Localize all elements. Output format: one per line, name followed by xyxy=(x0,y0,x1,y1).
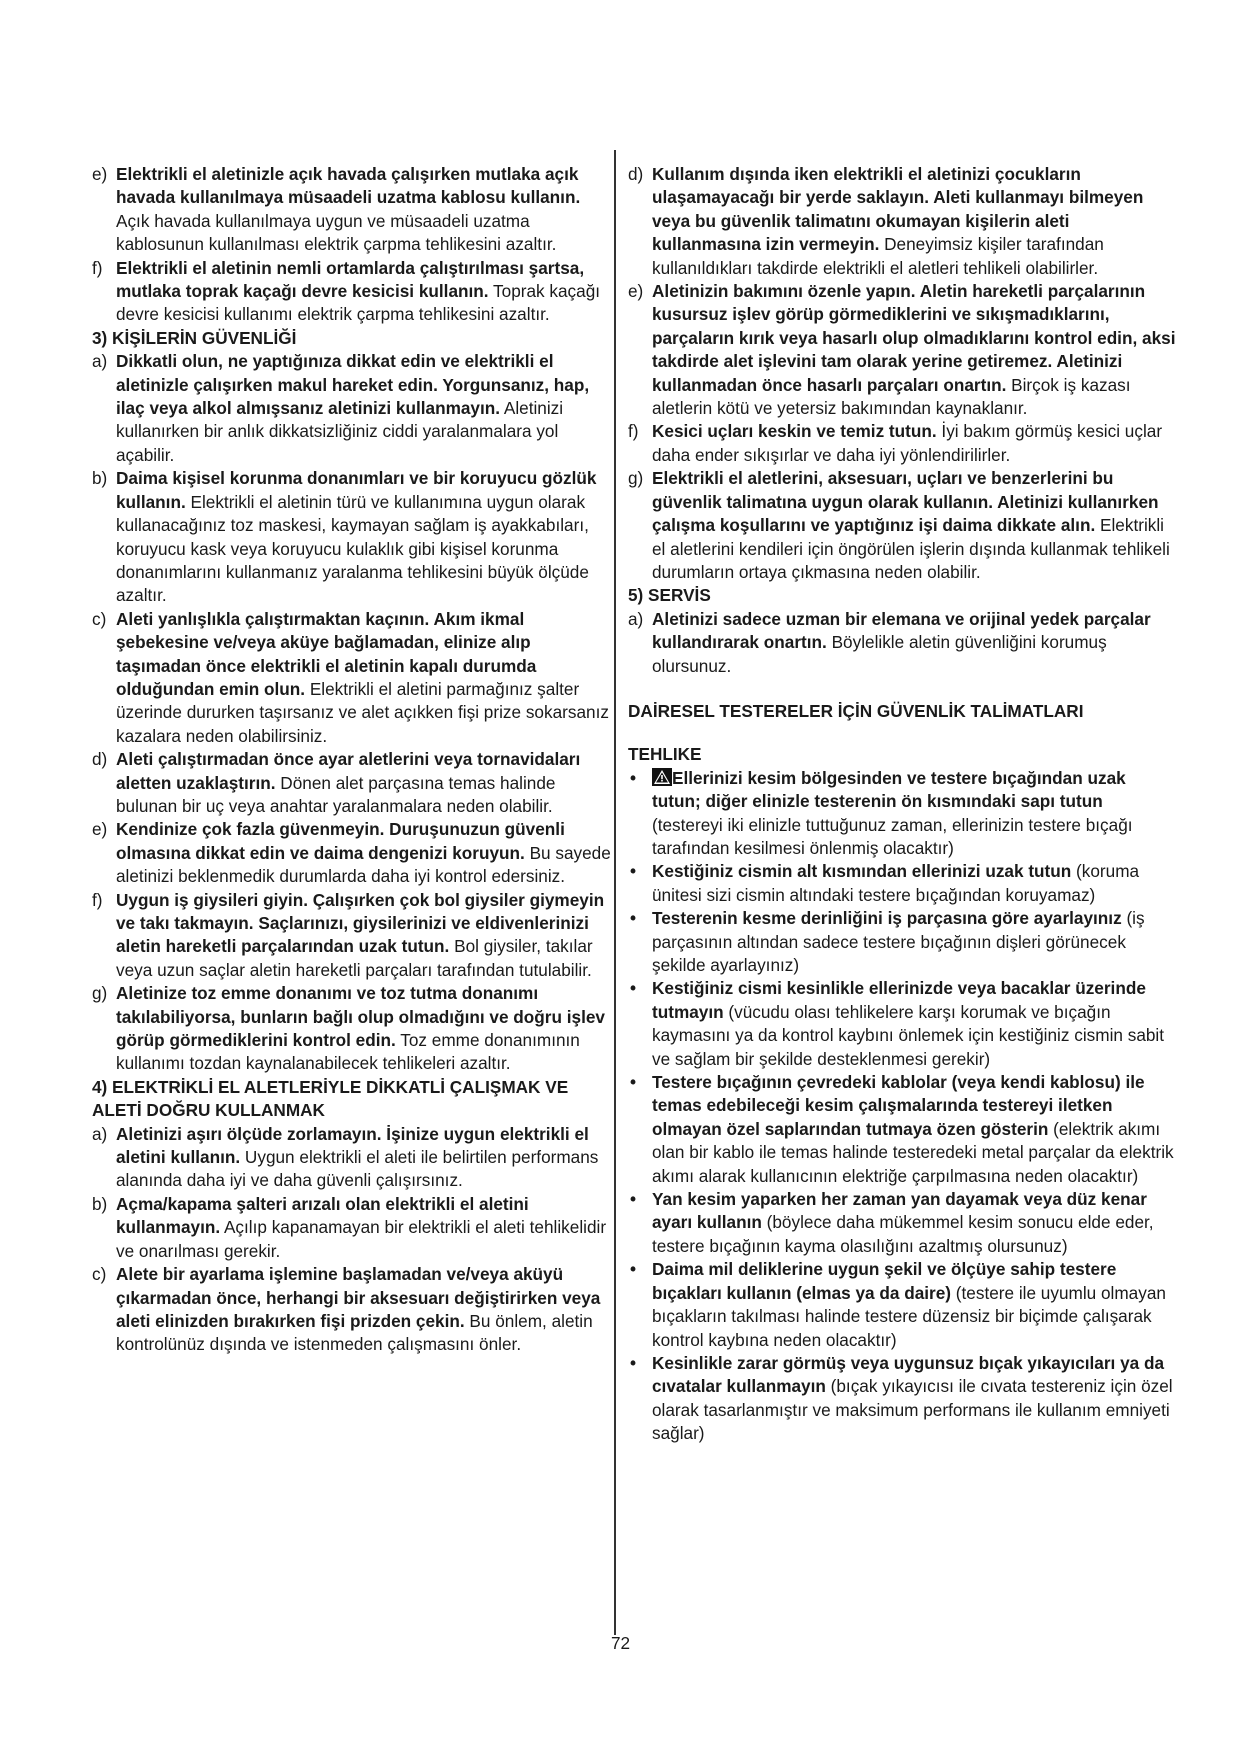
list-item xyxy=(628,280,1178,420)
bullet-item xyxy=(628,767,1178,861)
list-item xyxy=(92,467,612,607)
item-text: Açık havada kullanılmaya uygun ve müsaadeli uzatma kablosunun kullanılması elektrik çarpma tehlikesini azaltır. xyxy=(116,210,557,255)
bullet-icon: • xyxy=(630,861,637,882)
item-text: Bu önlem, aletin kontrolünüz dışında ve istenmeden çalışmasını önler. xyxy=(116,1310,593,1355)
item-bold-text: Aleti yanlışlıkla çalıştırmaktan kaçının. Akım ikmal şebekesine ve/veya aküye bağlamadan, elinize alıp taşımadan önce elektrikli el aletinin kapalı durumda olduğundan emin olun. xyxy=(116,608,537,699)
item-bold-text: Açma/kapama şalteri arızalı olan elektrikli el aletini kullanmayın. xyxy=(116,1193,529,1238)
item-text: Aletinizi kullanırken bir anlık dikkatsizliğiniz ciddi yaralanmalara yol açabilir. xyxy=(116,398,564,465)
item-bold-text: Aletinizi aşırı ölçüde zorlamayın. İşinize uygun elektrikli el aletini kullanın. xyxy=(116,1123,589,1168)
item-text: Böylelikle aletin güvenliğini korumuş olursunuz. xyxy=(652,632,1107,676)
circular-saw-safety-title: DAİRESEL TESTERELER İÇİN GÜVENLİK TALİMATLARI xyxy=(628,700,1084,721)
item-marker: f) xyxy=(92,257,103,278)
bullet-bold-text: Testere bıçağının çevredeki kablolar (veya kendi kablosu) ile temas edebileceği kesim çalışmalarında testereyi iletken olmayan özel saplarından tutmaya özen gösterin xyxy=(652,1072,1145,1139)
bullet-icon: • xyxy=(630,1072,637,1093)
list-item xyxy=(92,818,612,888)
item-bold-text: Kendinize çok fazla güvenmeyin. Duruşunuzun güvenli olmasına dikkat edin ve daima dengenizi koruyun. xyxy=(116,819,565,863)
list-item xyxy=(92,1193,612,1263)
bullet-item xyxy=(628,907,1178,977)
item-marker: b) xyxy=(92,468,108,489)
list-item xyxy=(92,889,612,983)
bullet-item xyxy=(628,977,1178,1071)
bullet-icon: • xyxy=(630,1189,637,1210)
item-marker: e) xyxy=(628,281,644,302)
list-item xyxy=(628,420,1178,467)
bullet-icon: • xyxy=(630,978,637,999)
item-text: Bol giysiler, takılar veya uzun saçlar aletin hareketli parçaları tarafından tutulabilir. xyxy=(116,936,593,980)
left-column xyxy=(92,163,612,1357)
item-bold-text: Elektrikli el aletinin nemli ortamlarda çalıştırılması şartsa, mutlaka toprak kaçağı devre kesicisi kullanın. xyxy=(116,257,585,302)
item-marker: a) xyxy=(628,608,644,629)
item-marker: c) xyxy=(92,608,107,629)
bullet-text: (elektrik akımı olan bir kablo ile temas halinde testeredeki metal parçalar da elektrik akımı alarak kullanıcının elektriğe çarpılmasına neden olacaktır) xyxy=(652,1118,1174,1186)
bullet-item xyxy=(628,860,1178,907)
list-item xyxy=(628,163,1178,280)
bullet-bold-text: Ellerinizi kesim bölgesinden ve testere bıçağından uzak tutun; diğer elinizle testerenin ön kısmındaki sapı tutun xyxy=(652,767,1126,812)
item-text: Bu sayede aletinizi beklenmedik durumlarda daha iyi kontrol edersiniz. xyxy=(116,842,611,887)
bullet-text: (iş parçasının altından sadece testere bıçağının dişleri görünecek şekilde ayarlayınız) xyxy=(652,908,1145,975)
warning-triangle-icon xyxy=(652,768,672,786)
bullet-bold-text: Testerenin kesme derinliğini iş parçasına göre ayarlayınız xyxy=(652,908,1122,929)
item-text: Elektrikli el aletinin türü ve kullanımına uygun olarak kullanacağınız toz maskesi, kaymayan sağlam iş ayakkabıları, koruyucu kask veya koruyucu kulaklık gibi kişisel korunma donanımlarını kullanmanız yaralanma tehlikesini büyük ölçüde azaltır. xyxy=(116,491,589,606)
list-item xyxy=(92,163,612,257)
item-text: İyi bakım görmüş kesici uçlar daha ender sıkışırlar ve daha iyi yönlendirilirler. xyxy=(652,421,1163,465)
bullet-text: (bıçak yıkayıcısı ile cıvata testereniz için özel olarak tasarlanmıştır ve maksimum performans ile kullanım emniyeti sağlar) xyxy=(652,1376,1173,1444)
bullet-text: (testereyi iki elinizle tuttuğunuz zaman, ellerinizin testere bıçağı tarafından kesilmesi önlenmiş olacaktır) xyxy=(652,814,1133,858)
item-bold-text: Aletinizin bakımını özenle yapın. Aletin hareketli parçalarının kusursuz işlev görüp görmediklerini ve sıkışmadıklarını, parçaların kırık veya hasarlı olup olmadıklarını kontrol edin, aksi takdirde alet işlevini tam olarak yerine getiremez. Aletinizi kullanmadan önce hasarlı parçaları onartın. xyxy=(652,281,1176,395)
item-bold-text: Aletinizi sadece uzman bir elemana ve orijinal yedek parçalar kullandırarak onartın. xyxy=(652,608,1151,653)
list-item xyxy=(628,467,1178,584)
item-text: Elektrikli el aletini parmağınız şalter üzerinde dururken taşırsanız ve alet açıkken fişi prize sokarsanız kazalara neden olabilirsiniz. xyxy=(116,678,609,746)
item-marker: f) xyxy=(92,889,103,910)
item-text: Açılıp kapanamayan bir elektrikli el aleti tehlikelidir ve onarılması gerekir. xyxy=(116,1217,607,1261)
item-bold-text: Kullanım dışında iken elektrikli el aletinizi çocukların ulaşamayacağı bir yerde saklayın. Aleti kullanmayı bilmeyen veya bu güvenlik talimatını okumayan kişilerin aleti kullanmasına izin vermeyin. xyxy=(652,164,1144,255)
bullet-icon: • xyxy=(630,767,637,788)
item-text: Toprak kaçağı devre kesicisi kullanımı elektrik çarpma tehlikesini azaltır. xyxy=(116,281,601,325)
column-divider xyxy=(614,150,616,1635)
item-text: Uygun elektrikli el aleti ile belirtilen performans alanında daha iyi ve daha güvenli çalışırsınız. xyxy=(116,1147,599,1191)
bullet-bold-text: Yan kesim yaparken her zaman yan dayamak veya düz kenar ayarı kullanın xyxy=(652,1189,1147,1233)
item-text: Birçok iş kazası aletlerin kötü ve yetersiz bakımından kaynaklanır. xyxy=(652,374,1131,419)
item-bold-text: Kesici uçları keskin ve temiz tutun. xyxy=(652,421,937,442)
bullet-bold-text: Kesinlikle zarar görmüş veya uygunsuz bıçak yıkayıcıları ya da cıvatalar kullanmayın xyxy=(652,1352,1165,1397)
item-marker: e) xyxy=(92,164,108,184)
item-bold-text: Daima kişisel korunma donanımları ve bir koruyucu gözlük kullanın. xyxy=(116,468,597,512)
section-heading: 5) SERVİS xyxy=(628,585,711,606)
danger-heading: TEHLIKE xyxy=(628,744,702,765)
bullet-bold-text: Kestiğiniz cismin alt kısmından ellerinizi uzak tutun xyxy=(652,861,1072,882)
section-heading: 4) ELEKTRİKLİ EL ALETLERİYLE DİKKATLİ ÇALIŞMAK VE ALETİ DOĞRU KULLANMAK xyxy=(92,1076,569,1121)
list-item xyxy=(92,982,612,1076)
bullet-item xyxy=(628,1071,1178,1188)
page-number: 72 xyxy=(610,1633,631,1653)
section-heading: 3) KİŞİLERİN GÜVENLİĞİ xyxy=(92,327,297,348)
list-item xyxy=(92,1123,612,1193)
item-bold-text: Elektrikli el aletlerini, aksesuarı, uçları ve benzerlerini bu güvenlik talimatına uygun olarak kullanın. Aletinizi kullanırken çalışma koşullarını ve yaptığınız işi daima dikkate alın. xyxy=(652,468,1159,536)
bullet-icon: • xyxy=(630,1352,637,1373)
bullet-item xyxy=(628,1188,1178,1258)
item-bold-text: Aleti çalıştırmadan önce ayar aletlerini veya tornavidaları aletten uzaklaştırın. xyxy=(116,749,581,793)
bullet-item xyxy=(628,1352,1178,1446)
bullet-icon: • xyxy=(630,908,637,929)
list-item xyxy=(92,350,612,467)
list-item xyxy=(92,608,612,748)
item-marker: g) xyxy=(628,468,644,489)
item-text: Deneyimsiz kişiler tarafından kullanıldıkları takdirde elektrikli el aletleri tehlikeli olabilirler. xyxy=(652,234,1104,278)
bullet-item xyxy=(628,1258,1178,1352)
bullet-text: (vücudu olası tehlikelere karşı korumak ve bıçağın kaymasını ya da kontrol kaybını önlemek için kestiğiniz cismin sabit ve sağlam bir şekilde desteklenmesi gerekir) xyxy=(652,1001,1165,1069)
right-column xyxy=(628,163,1178,1446)
item-marker: d) xyxy=(628,164,644,184)
item-marker: b) xyxy=(92,1193,108,1214)
item-text: Elektrikli el aletlerini kendileri için öngörülen işlerin dışında kullanmak tehlikeli durumların ortaya çıkmasına neden olabilir. xyxy=(652,515,1170,582)
item-bold-text: Dikkatli olun, ne yaptığınıza dikkat edin ve elektrikli el aletinizle çalışırken makul hareket edin. Yorgunsanız, hap, ilaç veya alkol almışsanız aletinizi kullanmayın. xyxy=(116,351,590,419)
bullet-bold-text: Kestiğiniz cismi kesinlikle ellerinizde veya bacaklar üzerinde tutmayın xyxy=(652,978,1146,1022)
bullet-text: (testere ile uyumlu olmayan bıçakların takılması halinde testere düzensiz bir biçimde çalışarak kontrol kaybına neden olacaktır) xyxy=(652,1282,1166,1350)
item-text: Dönen alet parçasına temas halinde bulunan bir uç veya anahtar yaralanmalara neden olabilir. xyxy=(116,772,556,816)
item-bold-text: Alete bir ayarlama işlemine başlamadan ve/veya aküyü çıkarmadan önce, herhangi bir aksesuarı değiştirirken veya aleti elinizden bırakırken fişi prizden çekin. xyxy=(116,1264,601,1331)
bullet-icon: • xyxy=(630,1259,637,1280)
item-marker: g) xyxy=(92,983,108,1004)
list-item xyxy=(92,748,612,818)
item-bold-text: Elektrikli el aletinizle açık havada çalışırken mutlaka açık havada kullanılmaya müsaadeli uzatma kablosu kullanın. xyxy=(116,164,581,208)
item-marker: f) xyxy=(628,421,639,442)
list-item xyxy=(92,1263,612,1357)
item-marker: a) xyxy=(92,351,108,372)
list-item xyxy=(628,608,1178,678)
item-marker: e) xyxy=(92,819,108,840)
item-marker: a) xyxy=(92,1123,108,1144)
item-text: Toz emme donanımının kullanımı tozdan kaynalanabilecek tehlikeleri azaltır. xyxy=(116,1030,580,1074)
item-bold-text: Uygun iş giysileri giyin. Çalışırken çok bol giysiler giymeyin ve takı takmayın. Saçlarınızı, giysilerinizi ve eldivenlerinizi aletin hareketli parçalarından uzak tutun. xyxy=(116,889,605,957)
item-marker: d) xyxy=(92,749,108,770)
bullet-bold-text: Daima mil deliklerine uygun şekil ve ölçüye sahip testere bıçakları kullanın (elmas ya da daire) xyxy=(652,1259,1117,1303)
bullet-text: (böylece daha mükemmel kesim sonucu elde eder, testere bıçağının kayma olasılığını azaltmış olursunuz) xyxy=(652,1212,1154,1256)
bullet-text: (koruma ünitesi sizi cismin altındaki testere bıçağından koruyamaz) xyxy=(652,861,1140,905)
list-item xyxy=(92,257,612,327)
item-marker: c) xyxy=(92,1264,107,1285)
item-bold-text: Aletinize toz emme donanımı ve toz tutma donanımı takılabiliyorsa, bunların bağlı olup olmadığını ve doğru işlev görüp görmediklerini kontrol edin. xyxy=(116,983,605,1051)
